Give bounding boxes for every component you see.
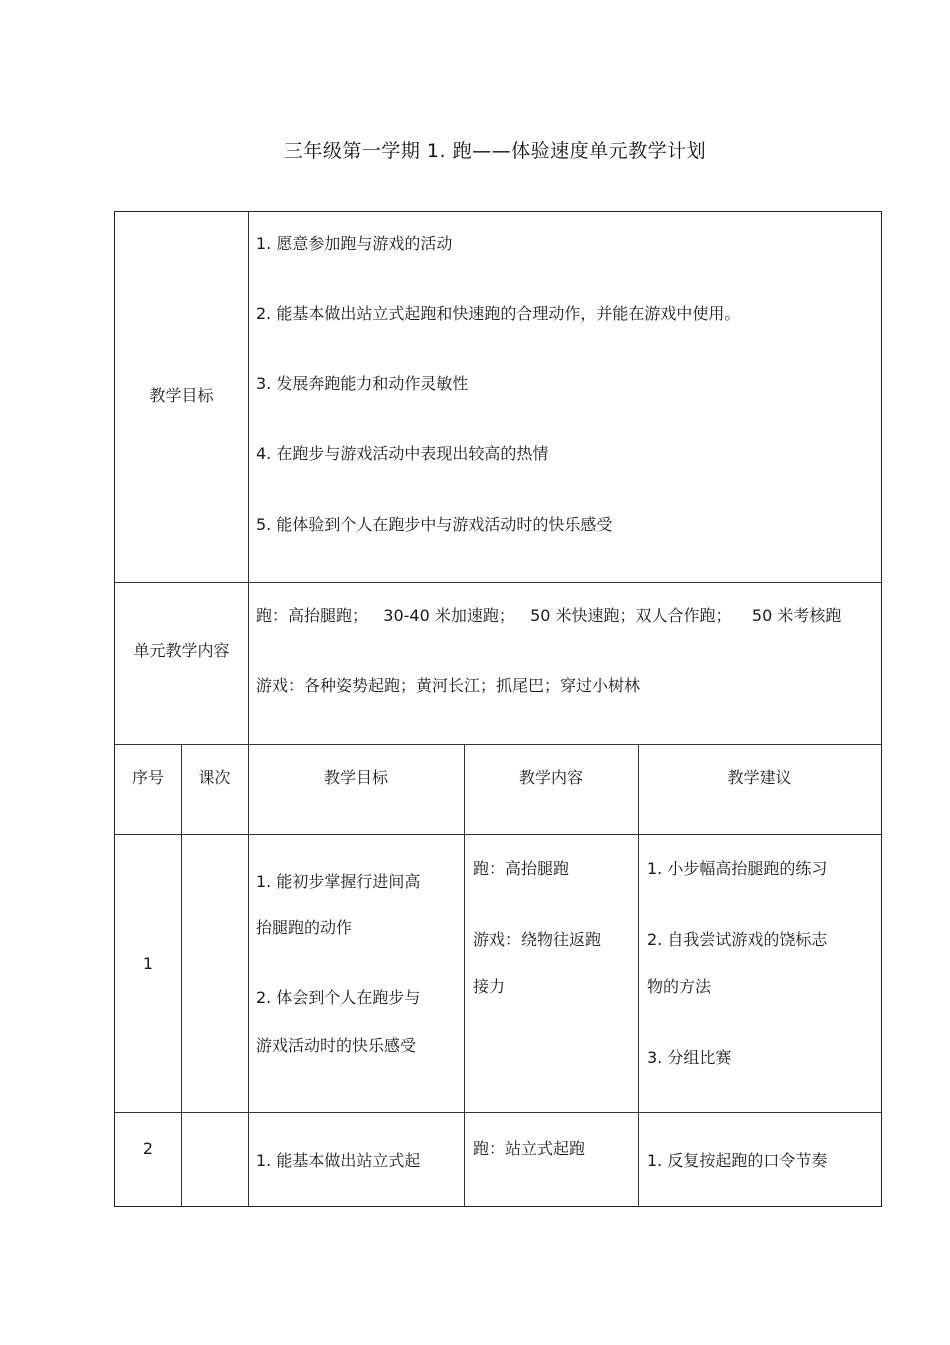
content-label: 单元教学内容 [133,641,230,660]
row-content-line: 跑：站立式起跑 [473,1139,586,1158]
row-goal-line: 抬腿跑的动作 [256,918,353,937]
goals-label: 教学目标 [149,386,214,405]
row-goal-line: 游戏活动时的快乐感受 [256,1036,417,1055]
content-run: 跑：高抬腿跑； 30-40 米加速跑； 50 米快速跑；双人合作跑； 50 米考核跑 [256,606,842,625]
row-goal-line: 1. 能基本做出站立式起 [256,1151,421,1170]
col-divider-label [248,212,249,1206]
col-divider-no [181,744,182,1206]
goal-item: 2. 能基本做出站立式起跑和快速跑的合理动作，并能在游戏中使用。 [256,304,741,323]
row-divider-goals [115,582,881,583]
row-number: 1 [142,954,154,973]
header-advice: 教学建议 [727,768,792,787]
table-frame [114,211,882,1207]
goal-item: 5. 能体验到个人在跑步中与游戏活动时的快乐感受 [256,515,613,534]
header-goals: 教学目标 [323,768,388,787]
row-goal-line: 2. 体会到个人在跑步与 [256,988,421,1007]
row-advice-line: 3. 分组比赛 [647,1048,732,1067]
col-divider-content [638,744,639,1206]
header-lesson: 课次 [198,768,231,787]
row-number: 2 [142,1139,154,1158]
row-advice-line: 物的方法 [647,977,712,996]
row-divider-row1 [115,1112,881,1113]
col-divider-goals [464,744,465,1206]
row-content-line: 跑：高抬腿跑 [473,859,570,878]
row-content-line: 游戏：绕物往返跑 [473,930,602,949]
row-advice-line: 1. 反复按起跑的口令节奏 [647,1151,828,1170]
header-no: 序号 [131,768,164,787]
row-divider-header [115,834,881,835]
row-goal-line: 1. 能初步掌握行进间高 [256,872,421,891]
goal-item: 1. 愿意参加跑与游戏的活动 [256,234,453,253]
page-title: 三年级第一学期 1. 跑——体验速度单元教学计划 [283,140,707,162]
goal-item: 3. 发展奔跑能力和动作灵敏性 [256,374,469,393]
row-content-line: 接力 [473,977,506,996]
row-advice-line: 1. 小步幅高抬腿跑的练习 [647,859,828,878]
goal-item: 4. 在跑步与游戏活动中表现出较高的热情 [256,444,549,463]
content-game: 游戏：各种姿势起跑；黄河长江；抓尾巴；穿过小树林 [256,676,641,695]
row-divider-content [115,744,881,745]
header-content: 教学内容 [518,768,583,787]
row-advice-line: 2. 自我尝试游戏的饶标志 [647,930,828,949]
